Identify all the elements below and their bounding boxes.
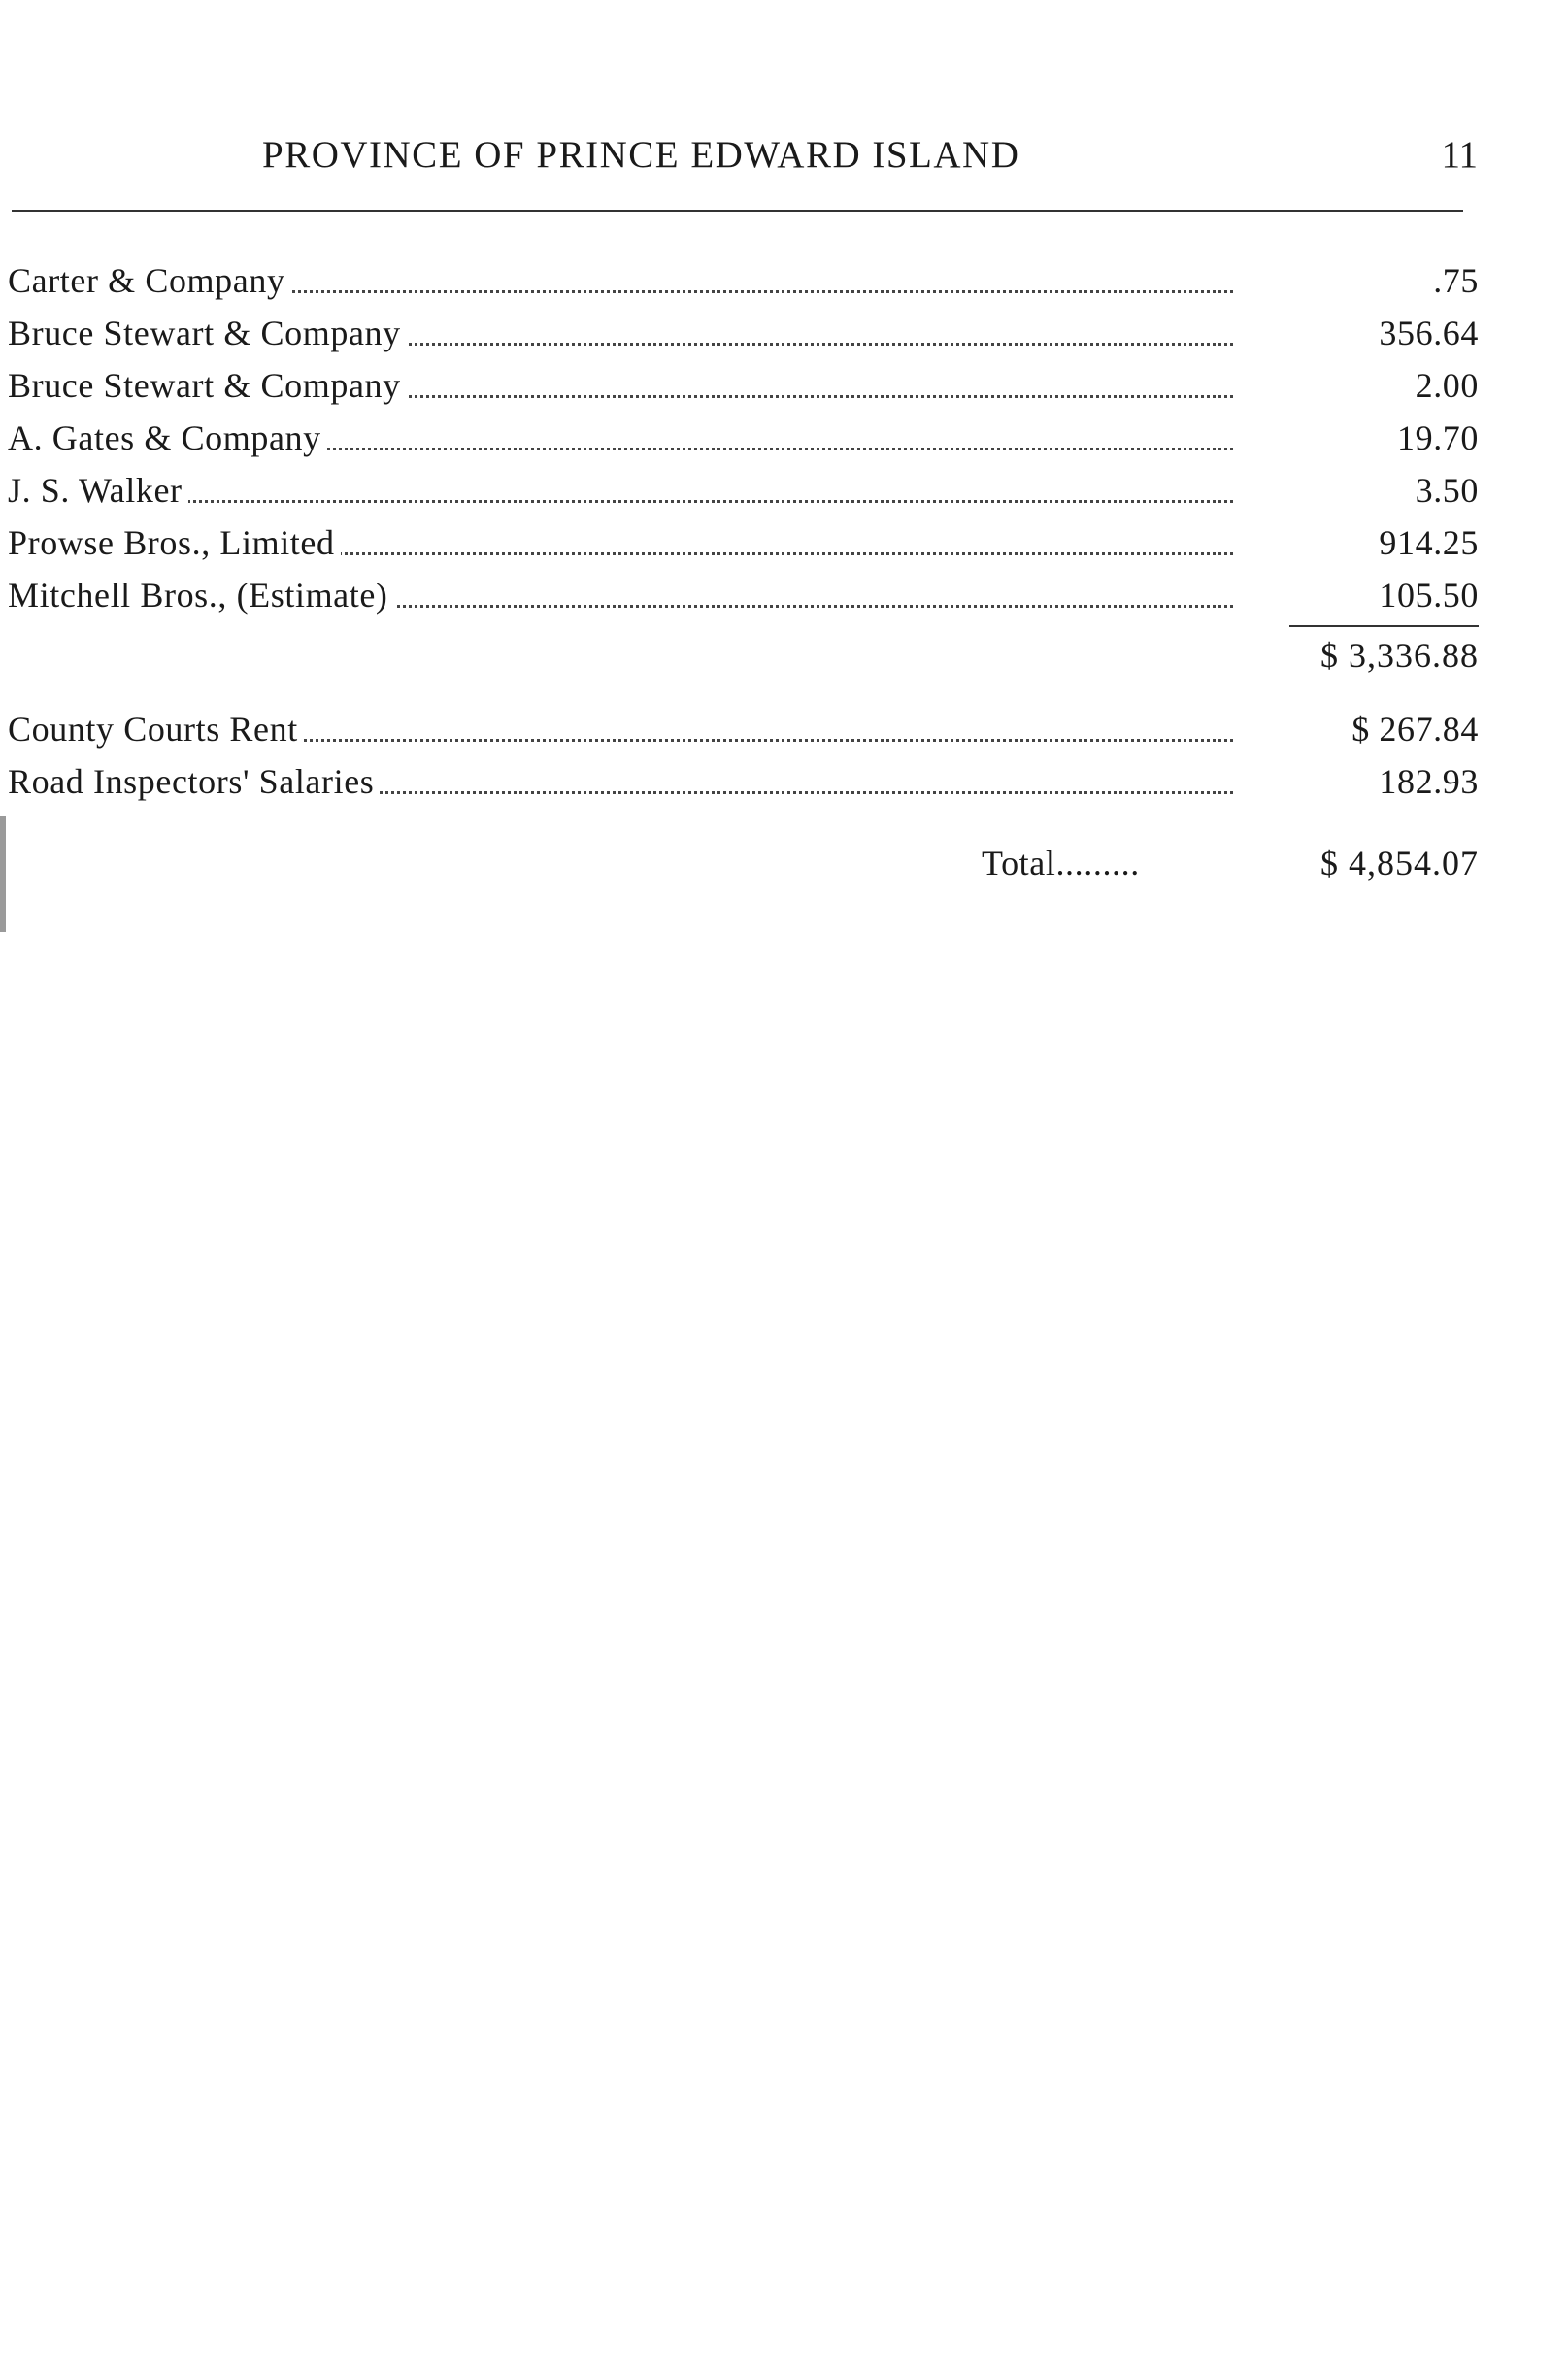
total-amount: $ 4,854.07 bbox=[1320, 844, 1479, 883]
running-header bbox=[0, 126, 1568, 184]
total-label: Total......... bbox=[982, 844, 1140, 883]
entry-amount: 105.50 bbox=[1379, 576, 1479, 615]
entry-amount: 914.25 bbox=[1379, 523, 1479, 562]
scan-margin-mark bbox=[0, 816, 6, 932]
entry-label: Mitchell Bros., (Estimate) bbox=[8, 576, 394, 615]
entry-amount: 19.70 bbox=[1397, 418, 1479, 457]
subtotal-row bbox=[8, 629, 1479, 682]
entry-label: Carter & Company bbox=[8, 261, 291, 300]
entry-label: A. Gates & Company bbox=[8, 418, 327, 457]
entry-label: Road Inspectors' Salaries bbox=[8, 762, 380, 801]
dot-leader bbox=[8, 500, 1233, 503]
entry-amount: .75 bbox=[1433, 261, 1479, 300]
subtotal-rule bbox=[1289, 625, 1479, 627]
header-rule bbox=[12, 210, 1463, 212]
entry-amount: 2.00 bbox=[1415, 366, 1479, 405]
entry-label: County Courts Rent bbox=[8, 710, 304, 749]
entry-amount: 3.50 bbox=[1415, 471, 1479, 510]
ledger-row bbox=[8, 755, 1479, 808]
entry-label: Bruce Stewart & Company bbox=[8, 366, 407, 405]
entry-amount: 182.93 bbox=[1379, 762, 1479, 801]
entry-amount: 356.64 bbox=[1379, 314, 1479, 352]
page-number: 11 bbox=[1441, 134, 1478, 176]
ledger-row bbox=[8, 412, 1479, 464]
ledger-row bbox=[8, 464, 1479, 517]
ledger-row bbox=[8, 307, 1479, 359]
page-title: PROVINCE OF PRINCE EDWARD ISLAND bbox=[262, 134, 1020, 176]
total-row bbox=[8, 829, 1479, 897]
entry-label: Prowse Bros., Limited bbox=[8, 523, 341, 562]
ledger-row bbox=[8, 703, 1479, 755]
subtotal-amount: $ 3,336.88 bbox=[1320, 636, 1479, 675]
entry-label: Bruce Stewart & Company bbox=[8, 314, 407, 352]
ledger-row bbox=[8, 517, 1479, 569]
entry-label: J. S. Walker bbox=[8, 471, 188, 510]
ledger-row bbox=[8, 359, 1479, 412]
entry-amount: $ 267.84 bbox=[1351, 710, 1479, 749]
ledger-row bbox=[8, 254, 1479, 307]
ledger-row bbox=[8, 569, 1479, 621]
ledger-table bbox=[8, 254, 1479, 897]
